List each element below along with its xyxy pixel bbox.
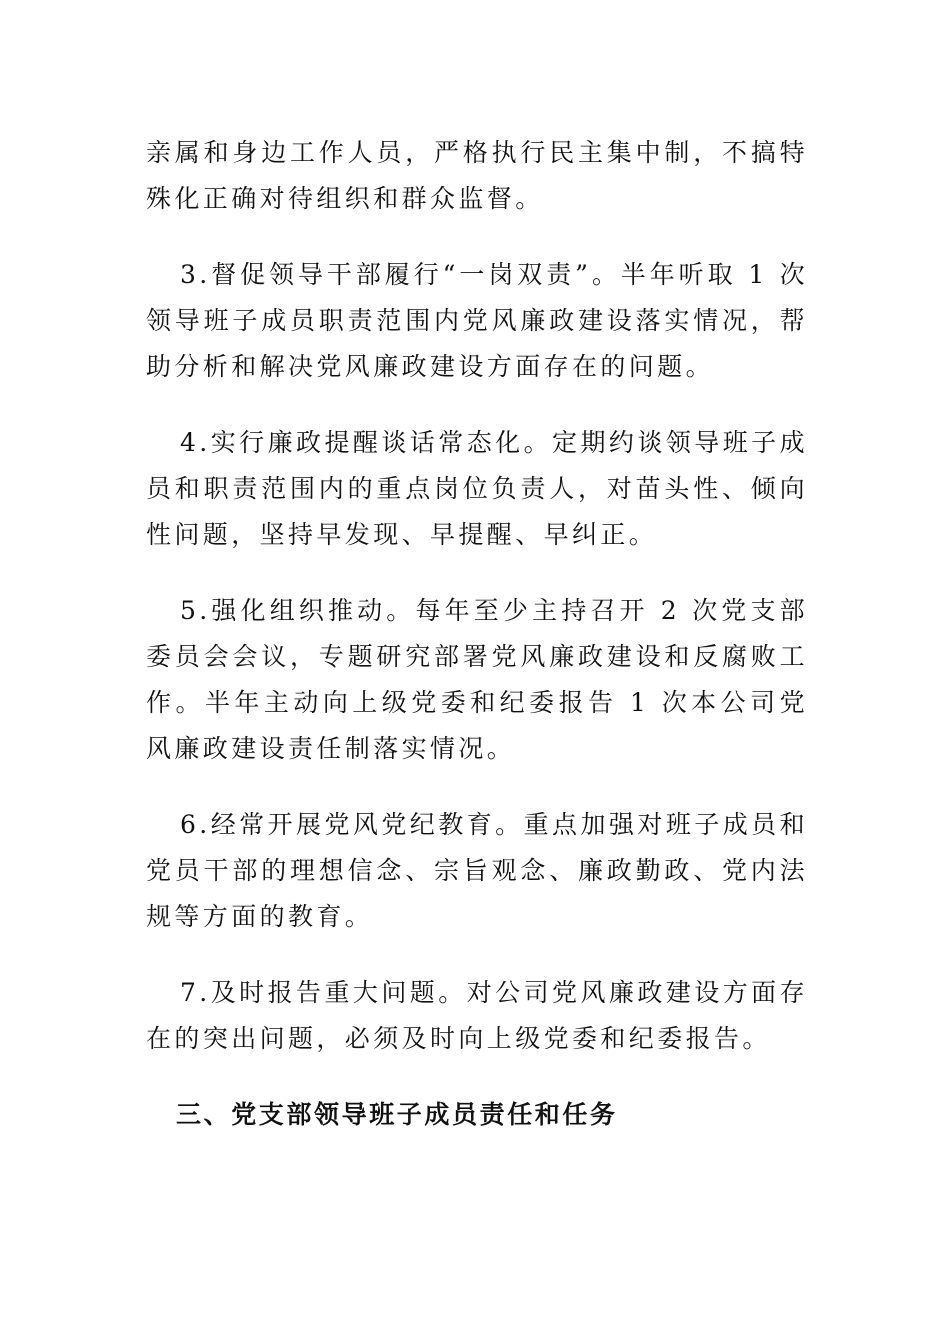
paragraph-item-4: 4.实行廉政提醒谈话常态化。定期约谈领导班子成员和职责范围内的重点岗位负责人，对苗头性、倾向性问题，坚持早发现、早提醒、早纠正。 (146, 428, 808, 549)
paragraph-item-3: 3.督促领导干部履行“一岗双责”。半年听取 1 次领导班子成员职责范围内党风廉政建设落实情况，帮助分析和解决党风廉政建设方面存在的问题。 (146, 260, 808, 381)
paragraph-item-7: 7.及时报告重大问题。对公司党风廉政建设方面存在的突出问题，必须及时向上级党委和纪委报告。 (146, 978, 808, 1053)
paragraph-continuation: 亲属和身边工作人员，严格执行民主集中制，不搞特殊化正确对待组织和群众监督。 (146, 138, 808, 213)
paragraph-item-5: 5.强化组织推动。每年至少主持召开 2 次党支部委员会会议，专题研究部署党风廉政建设和反腐败工作。半年主动向上级党委和纪委报告 1 次本公司党风廉政建设责任制落实情况。 (146, 596, 808, 763)
paragraph-item-6: 6.经常开展党风党纪教育。重点加强对班子成员和党员干部的理想信念、宗旨观念、廉政勤政、党内法规等方面的教育。 (146, 810, 808, 931)
section-heading: 三、党支部领导班子成员责任和任务 (176, 1100, 618, 1129)
document-page (146, 130, 808, 1138)
